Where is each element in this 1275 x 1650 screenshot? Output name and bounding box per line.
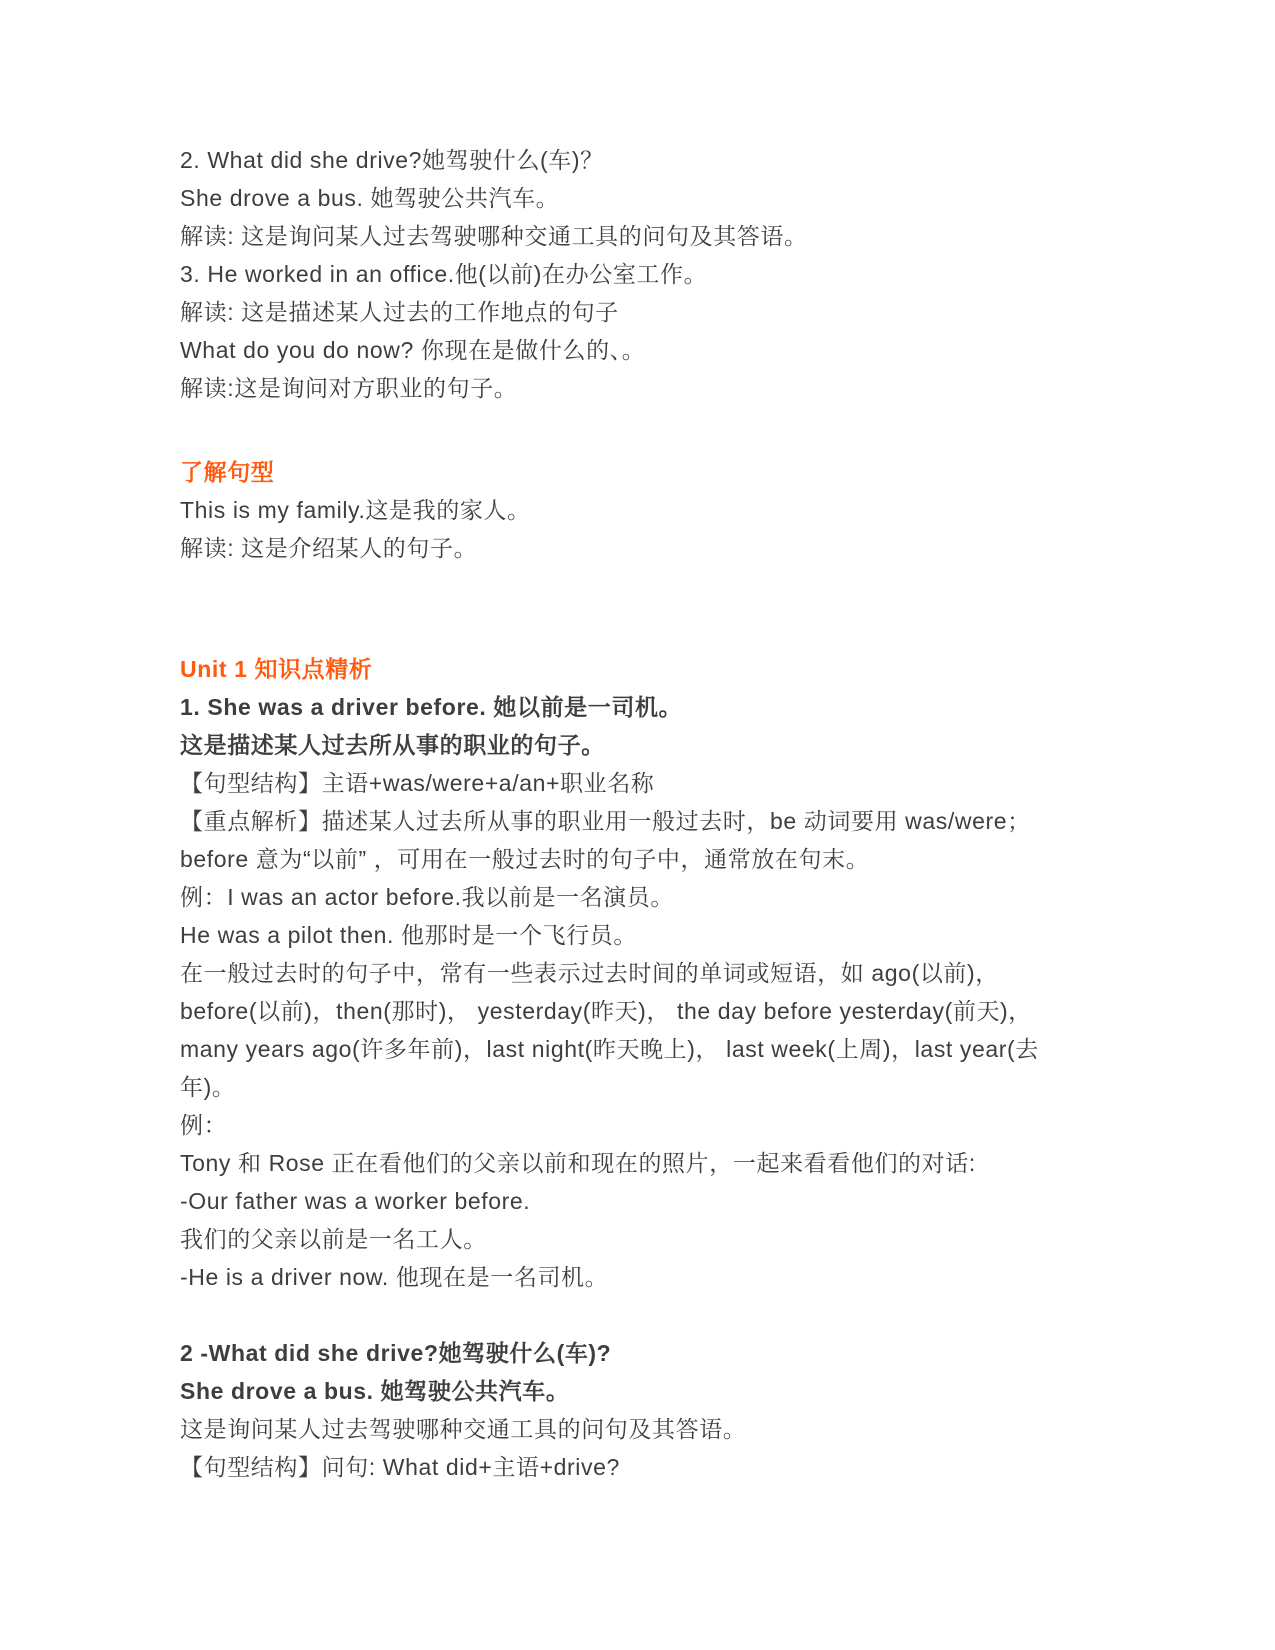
text-line: 3. He worked in an office.他(以前)在办公室工作。 [180,261,708,287]
text-line: 【句型结构】主语+was/were+a/an+职业名称 [180,770,655,796]
review-notes [180,141,1040,407]
section-heading: Unit 1 知识点精析 [180,656,373,682]
text-line: 【重点解析】描述某人过去所从事的职业用一般过去时，be 动词要用 was/were； [180,808,1031,834]
text-line: 年)。 [180,1074,236,1100]
text-line: 解读:这是询问对方职业的句子。 [180,375,518,401]
text-line: -Our father was a worker before. [180,1188,531,1214]
text-line: 我们的父亲以前是一名工人。 [180,1226,487,1252]
text-line: many years ago(许多年前)，last night(昨天晚上)， last week(上周)，last year(去 [180,1036,1039,1062]
text-line: 2 -What did she drive?她驾驶什么(车)? [180,1340,612,1366]
text-line: Tony 和 Rose 正在看他们的父亲以前和现在的照片，一起来看看他们的对话: [180,1150,976,1176]
text-line: What do you do now? 你现在是做什么的、。 [180,337,646,363]
text-line: 例： [180,1112,228,1138]
text-line: She drove a bus. 她驾驶公共汽车。 [180,1378,570,1404]
text-line: This is my family.这是我的家人。 [180,497,531,523]
text-line: 这是询问某人过去驾驶哪种交通工具的问句及其答语。 [180,1416,747,1442]
text-line: -He is a driver now. 他现在是一名司机。 [180,1264,609,1290]
section-unit1-analysis [180,650,1040,1296]
text-line: 1. She was a driver before. 她以前是一司机。 [180,694,683,720]
text-line: 解读: 这是询问某人过去驾驶哪种交通工具的问句及其答语。 [180,223,808,249]
text-line: 这是描述某人过去所从事的职业的句子。 [180,732,605,758]
section-heading: 了解句型 [180,459,275,485]
text-line: 例：I was an actor before.我以前是一名演员。 [180,884,674,910]
section-sentence-patterns [180,453,1040,567]
text-line: 解读: 这是描述某人过去的工作地点的句子 [180,299,619,325]
text-line: before 意为“以前” ，可用在一般过去时的句子中，通常放在句末。 [180,846,870,872]
text-line: 在一般过去时的句子中，常有一些表示过去时间的单词或短语，如 ago(以前)， [180,960,999,986]
text-line: 【句型结构】问句: What did+主语+drive? [180,1454,620,1480]
text-line: 2. What did she drive?她驾驶什么(车)？ [180,147,604,173]
text-line: He was a pilot then. 他那时是一个飞行员。 [180,922,637,948]
text-line: before(以前)，then(那时)， yesterday(昨天)， the day before yesterday(前天)， [180,998,1032,1024]
section-pattern2-drive [180,1334,1040,1486]
text-line: 解读: 这是介绍某人的句子。 [180,535,478,561]
text-line: She drove a bus. 她驾驶公共汽车。 [180,185,560,211]
